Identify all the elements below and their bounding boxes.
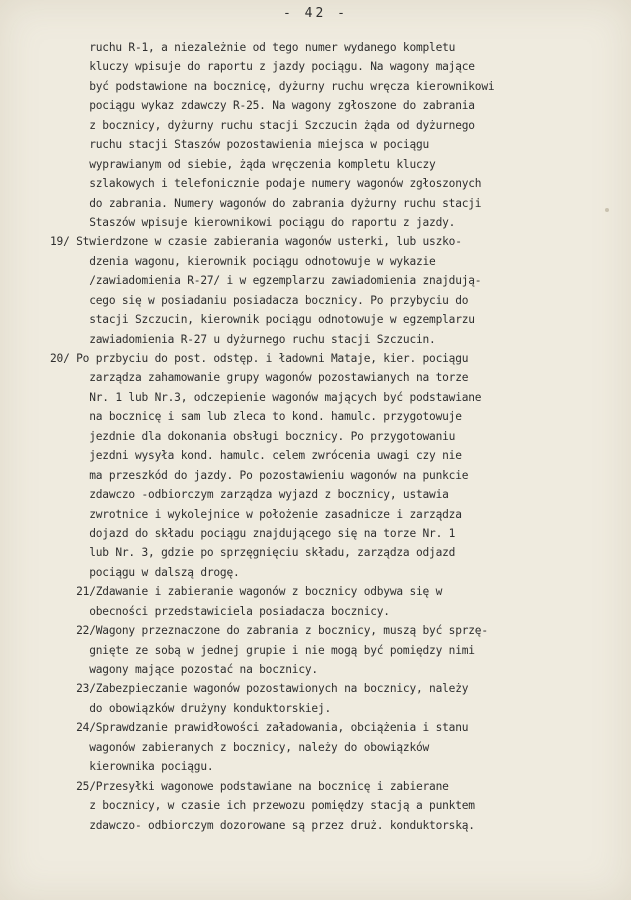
- text-line: obecności przedstawiciela posiadacza bocznicy.: [50, 604, 390, 618]
- text-line: cego się w posiadaniu posiadacza bocznicy. Po przybyciu do: [50, 293, 469, 307]
- text-line: /zawiadomienia R-27/ i w egzemplarzu zawiadomienia znajdują-: [50, 274, 482, 288]
- text-line: ruchu stacji Staszów pozostawienia miejsca w pociągu: [50, 138, 430, 152]
- text-line: jezdni wysyła kond. hamulc. celem zwrócenia uwagi czy nie: [50, 449, 462, 463]
- text-line: kluczy wpisuje do raportu z jazdy pociągu. Na wagony mające: [50, 60, 475, 74]
- text-line: do zabrania. Numery wagonów do zabrania dyżurny ruchu stacji: [50, 196, 482, 210]
- text-line: zawiadomienia R-27 u dyżurnego ruchu stacji Szczucin.: [50, 332, 436, 346]
- text-line: gnięte ze sobą w jednej grupie i nie mogą być pomiędzy nimi: [50, 643, 475, 657]
- text-line: być podstawione na bocznicę, dyżurny ruchu wręcza kierownikowi: [50, 79, 495, 93]
- text-line: dzenia wagonu, kierownik pociągu odnotowuje w wykazie: [50, 254, 436, 268]
- text-line: z bocznicy, dyżurny ruchu stacji Szczucin żąda od dyżurnego: [50, 118, 475, 132]
- text-line: stacji Szczucin, kierownik pociągu odnotowuje w egzemplarzu: [50, 313, 475, 327]
- text-line: kierownika pociągu.: [50, 760, 214, 774]
- text-line: pociągu w dalszą drogę.: [50, 565, 240, 579]
- text-line: 21/Zdawanie i zabieranie wagonów z bocznicy odbywa się w: [50, 585, 443, 599]
- text-line: pociągu wykaz zdawczy R-25. Na wagony zgłoszone do zabrania: [50, 99, 475, 113]
- text-line: zarządza zahamowanie grupy wagonów pozostawianych na torze: [50, 371, 469, 385]
- text-line: jezdnie dla dokonania obsługi bocznicy. Po przygotowaniu: [50, 429, 456, 443]
- text-line: dojazd do składu pociągu znajdującego się na torze Nr. 1: [50, 526, 456, 540]
- text-line: 20/ Po przbyciu do post. odstęp. i ładowni Mataje, kier. pociągu: [50, 352, 469, 365]
- text-line: 25/Przesyłki wagonowe podstawiane na bocznicę i zabierane: [50, 779, 449, 793]
- text-line: wyprawianym od siebie, żąda wręczenia kompletu kluczy: [50, 157, 436, 171]
- text-line: 22/Wagony przeznaczone do zabrania z bocznicy, muszą być sprzę-: [50, 624, 488, 638]
- text-line: lub Nr. 3, gdzie po sprzęgnięciu składu, zarządza odjazd: [50, 546, 456, 560]
- text-line: Staszów wpisuje kierownikowi pociągu do raportu z jazdy.: [50, 215, 456, 229]
- text-line: 19/ Stwierdzone w czasie zabierania wagonów usterki, lub uszko-: [50, 235, 462, 249]
- text-line: ruchu R-1, a niezależnie od tego numer wydanego kompletu: [50, 41, 456, 54]
- text-line: szlakowych i telefonicznie podaje numery wagonów zgłoszonych: [50, 177, 482, 191]
- text-line: zdawczo- odbiorczym dozorowane są przez druż. konduktorską.: [50, 818, 475, 832]
- text-line: z bocznicy, w czasie ich przewozu pomiędzy stacją a punktem: [50, 799, 475, 813]
- paper-spot: [605, 208, 609, 212]
- text-line: wagonów zabieranych z bocznicy, należy do obowiązków: [50, 740, 430, 754]
- text-line: Nr. 1 lub Nr.3, odczepienie wagonów mających być podstawiane: [50, 390, 482, 404]
- page-number: - 42 -: [283, 6, 348, 21]
- text-line: 24/Sprawdzanie prawidłowości załadowania, obciążenia i stanu: [50, 721, 469, 735]
- text-line: zdawczo -odbiorczym zarządza wyjazd z bocznicy, ustawia: [50, 488, 449, 502]
- typed-body-text: [50, 38, 595, 835]
- text-line: wagony mające pozostać na bocznicy.: [50, 663, 318, 676]
- text-line: na bocznicę i sam lub zleca to kond. hamulc. przygotowuje: [50, 410, 462, 424]
- text-line: do obowiązków drużyny konduktorskiej.: [50, 701, 332, 715]
- text-line: zwrotnice i wykolejnice w położenie zasadnicze i zarządza: [50, 507, 462, 521]
- text-line: 23/Zabezpieczanie wagonów pozostawionych na bocznicy, należy: [50, 682, 469, 696]
- text-line: ma przeszkód do jazdy. Po pozostawieniu wagonów na punkcie: [50, 468, 469, 482]
